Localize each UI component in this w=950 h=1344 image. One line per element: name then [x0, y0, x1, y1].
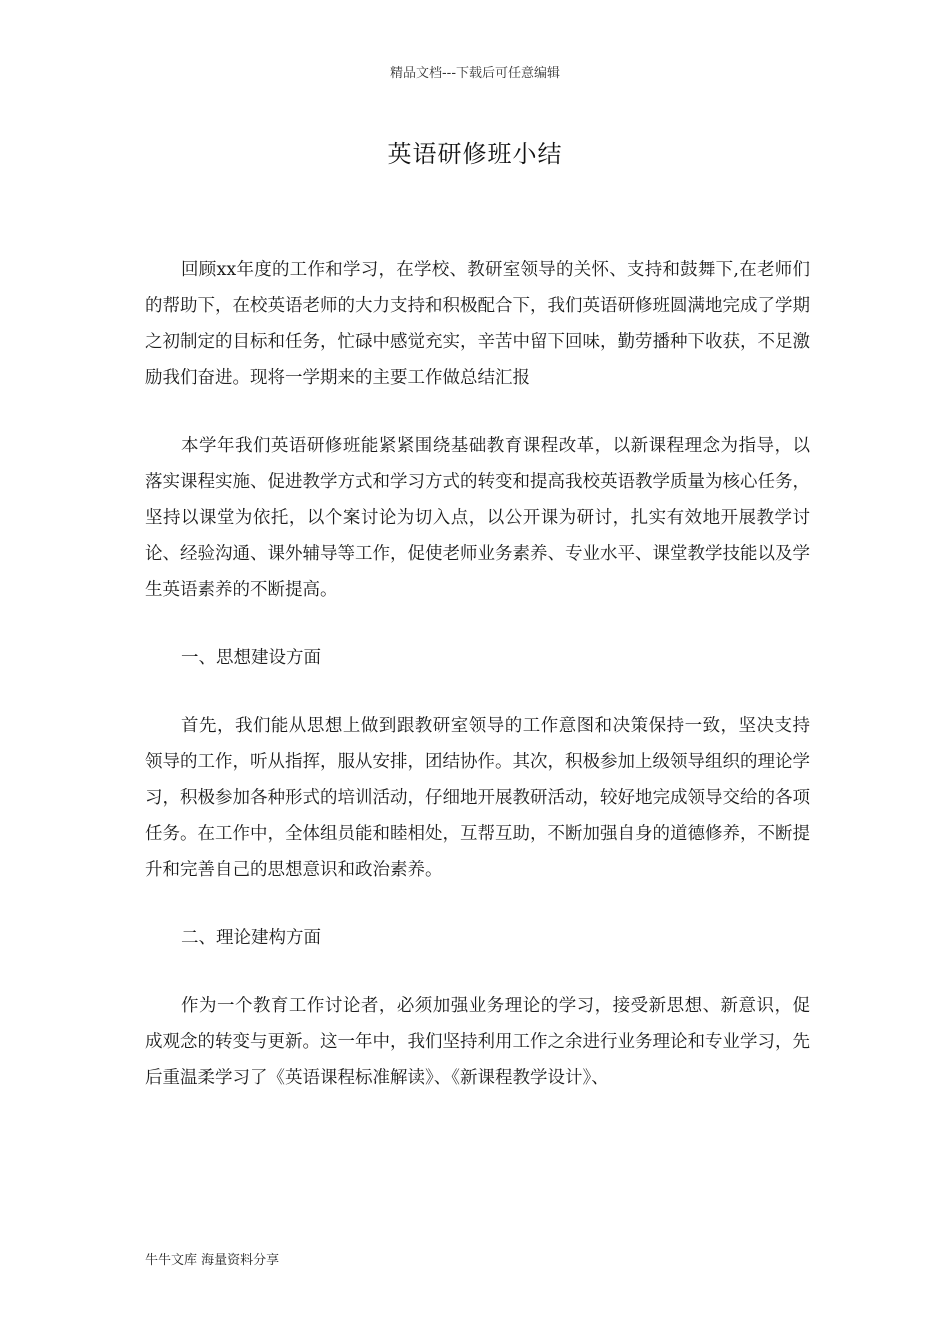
document-body: [145, 252, 810, 1128]
paragraph-intro: 回顾xx年度的工作和学习，在学校、教研室领导的关怀、支持和鼓舞下,在老师们的帮助下，在校英语老师的大力支持和积极配合下，我们英语研修班圆满地完成了学期之初制定的目标和任务，忙碌中感觉充实，辛苦中留下回味，勤劳播种下收获，不足激励我们奋进。现将一学期来的主要工作做总结汇报: [145, 260, 810, 388]
page-header: 精品文档---下载后可任意编辑: [389, 66, 561, 81]
paragraph-theory: 作为一个教育工作讨论者，必须加强业务理论的学习，接受新思想、新意识，促成观念的转变与更新。这一年中，我们坚持利用工作之余进行业务理论和专业学习，先后重温柔学习了《英语课程标准解读》、《新课程教学设计》、: [145, 996, 810, 1088]
page-footer: 牛牛文库 海量资料分享: [145, 1253, 280, 1268]
document-title: 英语研修班小结: [387, 140, 563, 168]
paragraph-ideology: 首先，我们能从思想上做到跟教研室领导的工作意图和决策保持一致，坚决支持领导的工作，听从指挥，服从安排，团结协作。其次，积极参加上级领导组织的理论学习，积极参加各种形式的培训活动，仔细地开展教研活动，较好地完成领导交给的各项任务。在工作中，全体组员能和睦相处，互帮互助，不断加强自身的道德修养，不断提升和完善自己的思想意识和政治素养。: [145, 716, 810, 880]
section-heading-ideology: 一、思想建设方面: [181, 648, 321, 668]
paragraph-overview: 本学年我们英语研修班能紧紧围绕基础教育课程改革，以新课程理念为指导，以落实课程实施、促进教学方式和学习方式的转变和提高我校英语教学质量为核心任务，坚持以课堂为依托，以个案讨论为切入点，以公开课为研讨，扎实有效地开展教学讨论、经验沟通、课外辅导等工作，促使老师业务素养、专业水平、课堂教学技能以及学生英语素养的不断提高。: [145, 436, 810, 600]
section-heading-theory: 二、理论建构方面: [181, 928, 321, 948]
